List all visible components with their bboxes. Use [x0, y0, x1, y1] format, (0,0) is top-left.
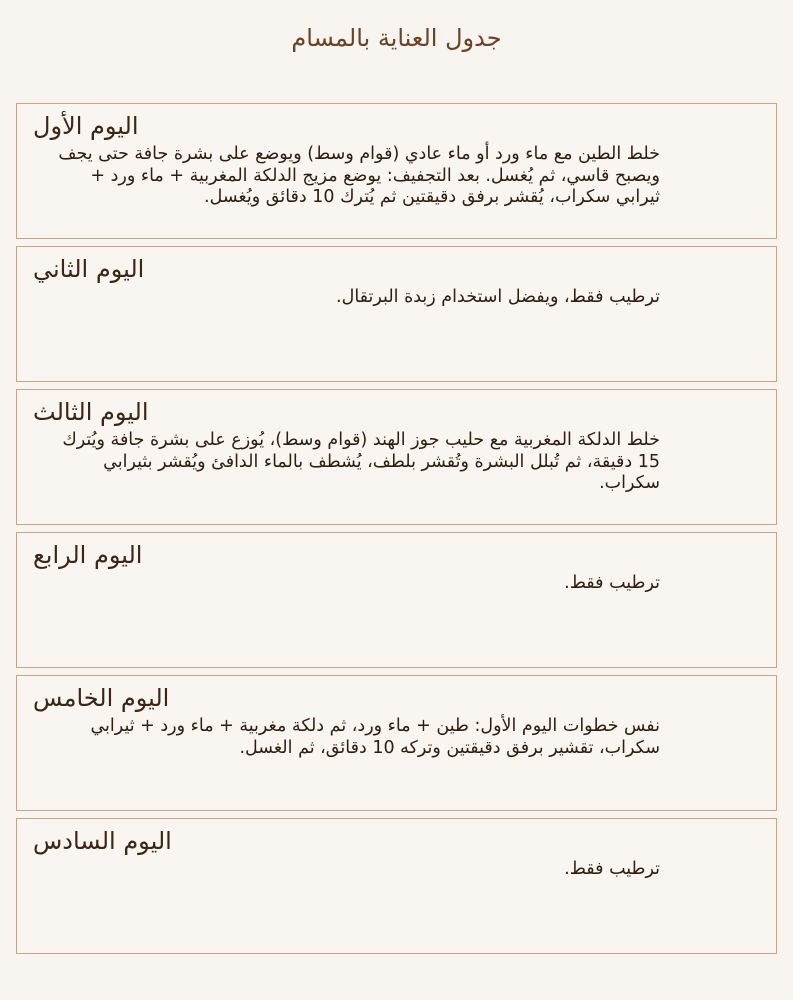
- day-title: اليوم السادس: [33, 827, 172, 855]
- day-card-3: [16, 389, 777, 525]
- day-title: اليوم الرابع: [33, 541, 143, 569]
- days-list: [16, 103, 777, 961]
- day-card-6: [16, 818, 777, 954]
- day-description: خلط الدلكة المغربية مع حليب جوز الهند (قوام وسط)، يُوزع على بشرة جافة ويُترك 15 دقيقة، ثم تُبلل البشرة وتُقشر بلطف، يُشطف بالماء الدافئ ويُقشر بثيرابي سكراب.: [62, 430, 660, 493]
- day-title: اليوم الخامس: [33, 684, 170, 712]
- day-card-5: [16, 675, 777, 811]
- day-card-1: [16, 103, 777, 239]
- day-description: ترطيب فقط.: [564, 573, 660, 593]
- day-description: نفس خطوات اليوم الأول: طين + ماء ورد، ثم دلكة مغربية + ماء ورد + ثيرابي سكراب، تقشير برفق دقيقتين وتركه 10 دقائق، ثم الغسل.: [90, 716, 660, 758]
- day-card-4: [16, 532, 777, 668]
- day-description: خلط الطين مع ماء ورد أو ماء عادي (قوام وسط) ويوضع على بشرة جافة حتى يجف ويصبح قاسي، ثم يُغسل. بعد التجفيف: يوضع مزيج الدلكة المغربية + ماء ورد + ثيرابي سكراب، يُقشر برفق دقيقتين ثم يُترك 10 دقائق ويُغسل.: [58, 144, 660, 207]
- day-title: اليوم الثالث: [33, 398, 149, 426]
- day-title: اليوم الأول: [33, 112, 139, 140]
- day-description: ترطيب فقط.: [564, 859, 660, 879]
- day-title: اليوم الثاني: [33, 255, 145, 283]
- day-card-2: [16, 246, 777, 382]
- page-title: جدول العناية بالمسام: [291, 24, 502, 52]
- day-description: ترطيب فقط، ويفضل استخدام زبدة البرتقال.: [336, 287, 660, 307]
